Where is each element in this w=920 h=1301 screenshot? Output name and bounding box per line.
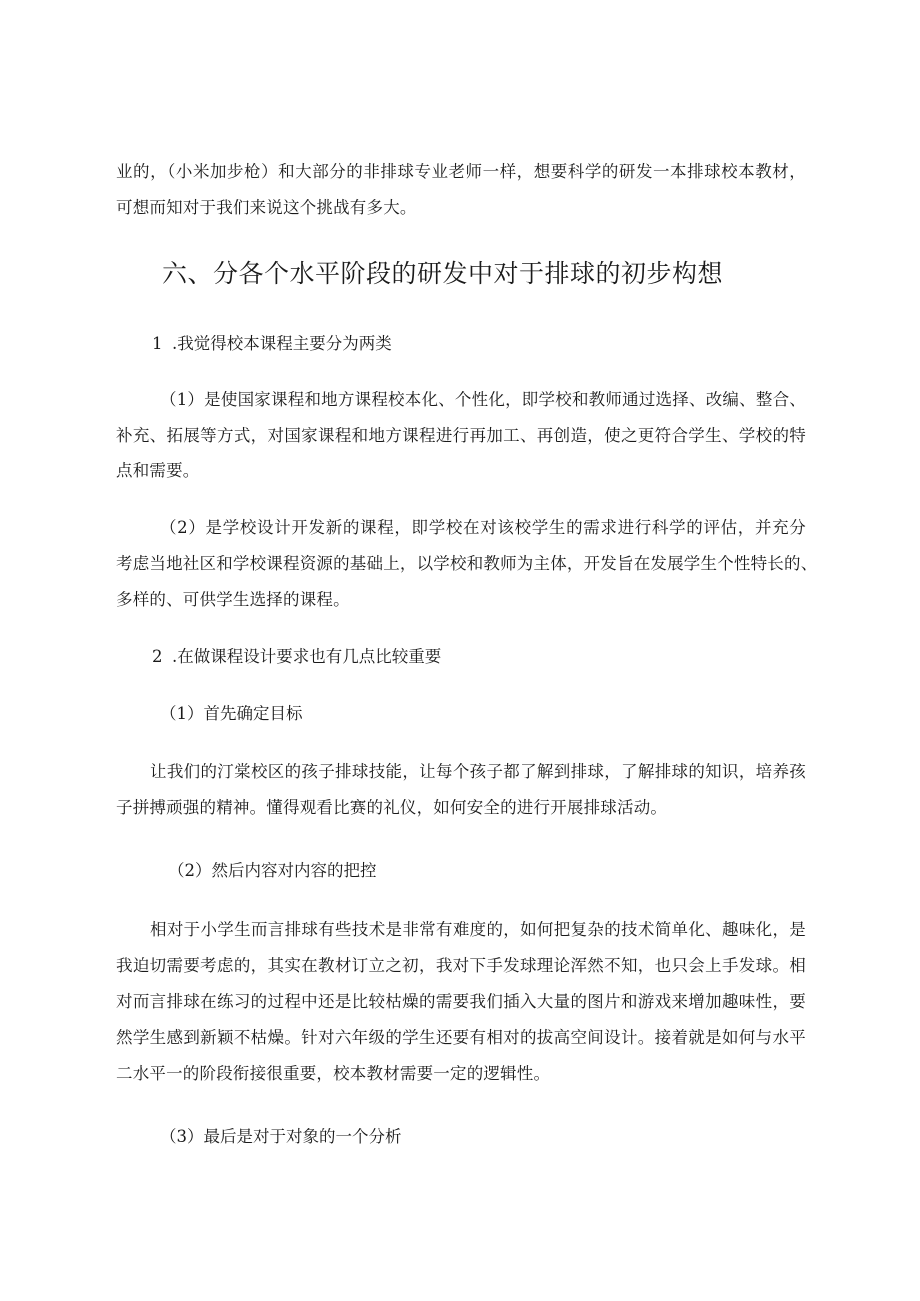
- item2-point2-line-3: 对而言排球在练习的过程中还是比较枯燥的需要我们插入大量的图片和游戏来增加趣味性，要: [116, 992, 806, 1011]
- item1-sub2-line-3: 多样的、可供学生选择的课程。: [116, 590, 350, 609]
- list-item-2-number: 2: [152, 647, 163, 666]
- item1-sub1-line-1: （1）是使国家课程和地方课程校本化、个性化，即学校和教师通过选择、改编、整合、: [160, 390, 806, 409]
- section-heading: 六、分各个水平阶段的研发中对于排球的初步构想: [162, 259, 724, 288]
- item2-point2-line-2: 我迫切需要考虑的，其实在教材订立之初，我对下手发球理论浑然不知，也只会上手发球。相: [116, 956, 806, 975]
- list-item-2-title: [152, 647, 441, 667]
- item2-point2-line-4: 然学生感到新颖不枯燥。针对六年级的学生还要有相对的拔高空间设计。接着就是如何与水平: [116, 1028, 806, 1047]
- list-item-1-number: 1: [152, 334, 163, 353]
- item2-point1-line-2: 子拼搏顽强的精神。懂得观看比赛的礼仪，如何安全的进行开展排球活动。: [116, 798, 668, 817]
- list-item-1-title: [152, 334, 392, 354]
- intro-line-2: 可想而知对于我们来说这个挑战有多大。: [116, 198, 417, 217]
- intro-line-1: 业的，（小米加步枪）和大部分的非排球专业老师一样，想要科学的研发一本排球校本教材，: [116, 162, 806, 181]
- item1-sub2-line-2: 考虑当地社区和学校课程资源的基础上，以学校和教师为主体，开发旨在发展学生个性特长的、: [116, 554, 818, 573]
- item2-point2-label: （2）然后内容对内容的把控: [168, 861, 377, 880]
- item2-point1-line-1: 让我们的汀棠校区的孩子排球技能，让每个孩子都了解到排球，了解排球的知识，培养孩: [150, 762, 806, 781]
- item1-sub1-line-2: 补充、拓展等方式，对国家课程和地方课程进行再加工、再创造，使之更符合学生、学校的特: [116, 426, 806, 445]
- item2-point1-label: （1）首先确定目标: [160, 704, 303, 723]
- item2-point2-line-1: 相对于小学生而言排球有些技术是非常有难度的，如何把复杂的技术简单化、趣味化，是: [150, 920, 806, 939]
- list-item-1-text: .我觉得校本课程主要分为两类: [172, 334, 392, 353]
- item1-sub2-line-1: （2）是学校设计开发新的课程，即学校在对该校学生的需求进行科学的评估，并充分: [160, 518, 806, 537]
- item2-point2-line-5: 二水平一的阶段衔接很重要，校本教材需要一定的逻辑性。: [116, 1064, 551, 1083]
- item2-point3-label: （3）最后是对于对象的一个分析: [160, 1127, 402, 1146]
- item1-sub1-line-3: 点和需要。: [116, 461, 200, 480]
- list-item-2-text: .在做课程设计要求也有几点比较重要: [172, 647, 442, 666]
